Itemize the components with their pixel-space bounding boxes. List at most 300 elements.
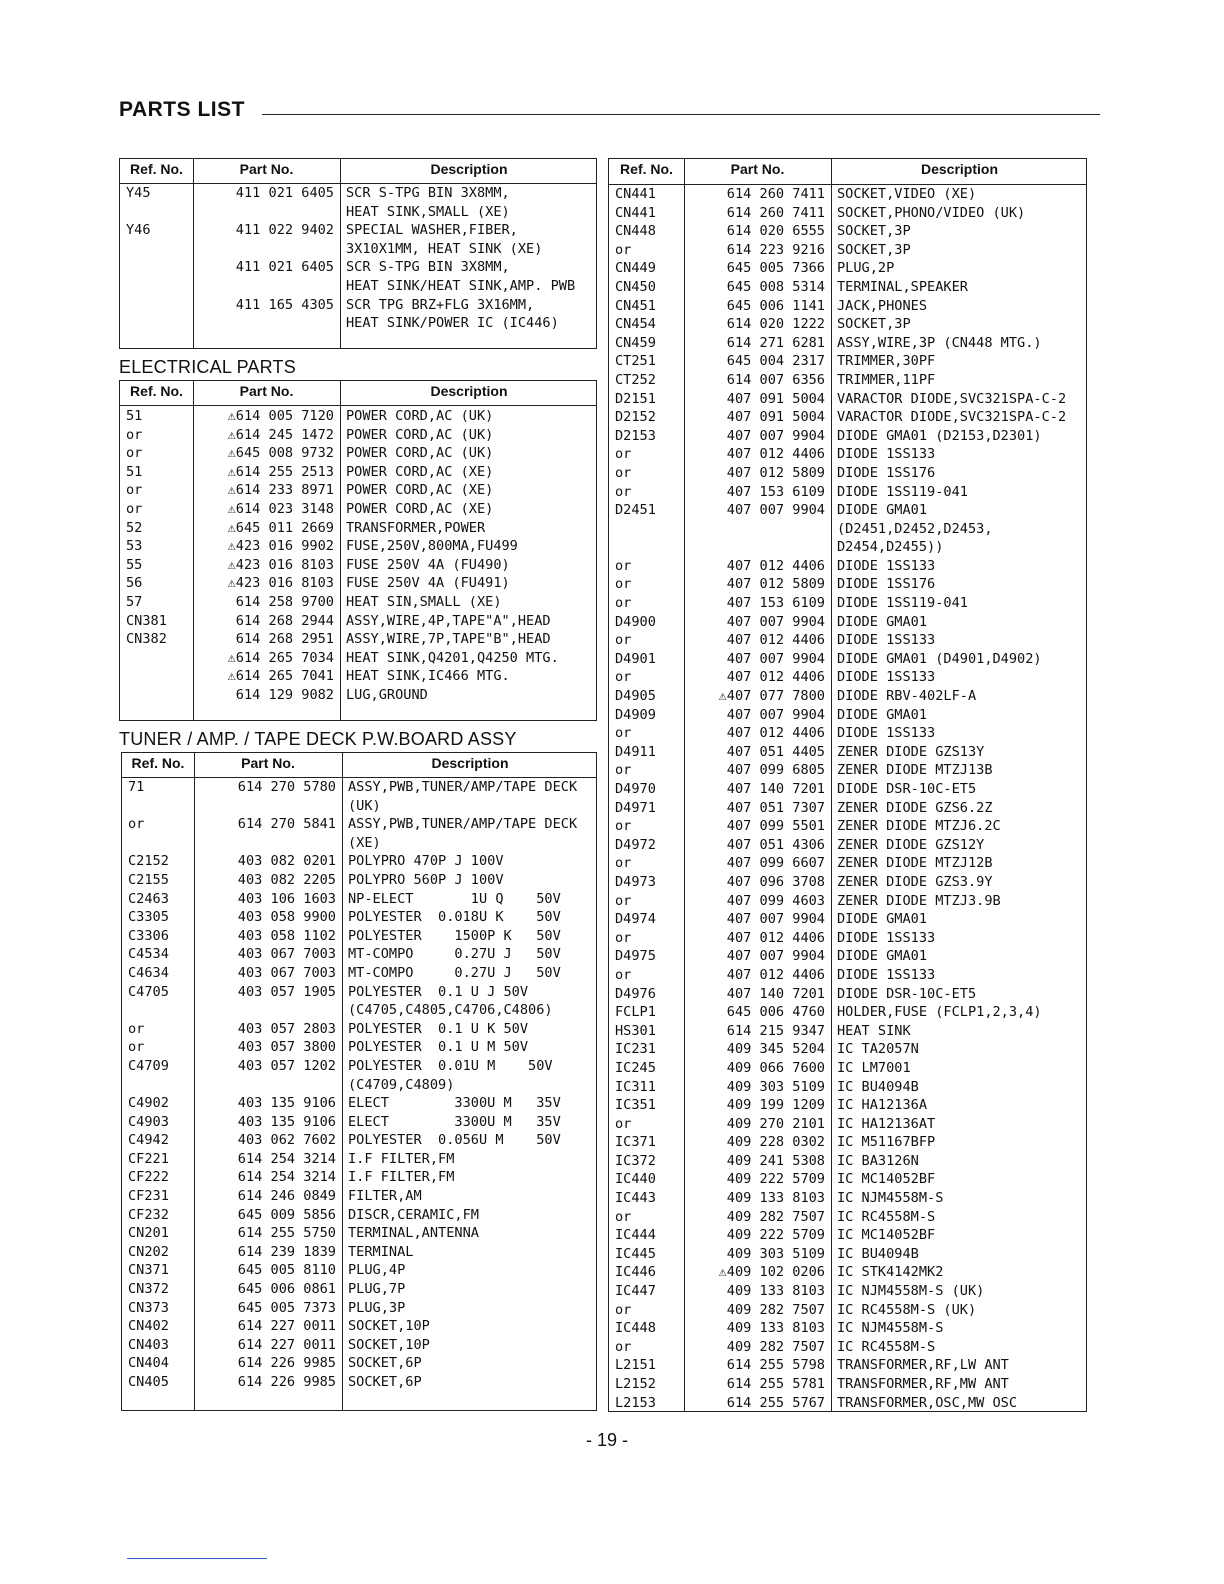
description: IC NJM4558M-S [837, 1190, 944, 1207]
table-row [609, 761, 1086, 780]
table-row [120, 593, 596, 612]
description: SOCKET,PHONO/VIDEO (UK) [837, 204, 1026, 221]
description: IC BA3126N [837, 1152, 919, 1169]
part-no: 403 057 3800 [237, 1039, 336, 1056]
table-row [122, 1336, 596, 1355]
header-part: Part No. [239, 383, 294, 399]
description: DIODE GMA01 [837, 911, 928, 928]
description: DIODE GMA01 [837, 502, 928, 519]
ref-no: 51 [126, 408, 143, 424]
ref-no: or [615, 464, 632, 481]
ref-no: D4971 [615, 799, 656, 816]
part-no: 407 153 6109 [726, 483, 825, 500]
ref-no: 71 [128, 779, 145, 795]
part-no: 614 255 5798 [726, 1357, 825, 1374]
ref-no: or [128, 1039, 145, 1056]
description: (XE) [348, 834, 381, 851]
description: POLYESTER 0.018U K 50V [348, 909, 561, 926]
ref-no: CF232 [128, 1206, 169, 1223]
description: DIODE 1SS133 [837, 669, 936, 686]
ref-no: or [615, 632, 632, 649]
header-part: Part No. [239, 161, 294, 177]
ref-no: CN451 [615, 297, 656, 314]
part-no: 407 153 6109 [726, 595, 825, 612]
description: DIODE GMA01 (D4901,D4902) [837, 650, 1042, 667]
table-row [120, 184, 596, 203]
part-no: ⚠645 008 9732 [227, 445, 334, 462]
table-row [122, 1354, 596, 1373]
description: DIODE GMA01 [837, 948, 928, 965]
part-no: 407 007 9904 [726, 706, 825, 723]
description: SCR S-TPG BIN 3X8MM, [346, 259, 510, 276]
table-row [120, 221, 596, 240]
table-row [609, 371, 1086, 390]
table-row [120, 574, 596, 593]
ref-no: or [126, 445, 143, 462]
description: VARACTOR DIODE,SVC321SPA-C-2 [837, 409, 1067, 426]
description: HEAT SINK/HEAT SINK,AMP. PWB [346, 277, 576, 294]
part-no: 645 009 5856 [237, 1206, 336, 1223]
part-no: 407 012 5809 [726, 464, 825, 481]
part-no: 407 099 6805 [726, 762, 825, 779]
description: TRANSFORMER,RF,LW ANT [837, 1357, 1009, 1374]
table-row [122, 834, 596, 853]
description: POWER CORD,AC (XE) [346, 500, 494, 517]
ref-no: or [615, 557, 632, 574]
part-no: 407 012 4406 [726, 929, 825, 946]
ref-no: CN402 [128, 1318, 169, 1335]
description: DIODE GMA01 (D2153,D2301) [837, 427, 1042, 444]
ref-no: C3306 [128, 927, 169, 944]
ref-no: C2152 [128, 853, 169, 870]
part-no: 409 222 5709 [726, 1171, 825, 1188]
description: DIODE 1SS133 [837, 929, 936, 946]
table-row [120, 240, 596, 259]
part-no: ⚠423 016 9902 [227, 538, 334, 555]
part-no: 403 067 7003 [237, 946, 336, 963]
part-no: 403 058 9900 [237, 909, 336, 926]
description: ELECT 3300U M 35V [348, 1113, 561, 1130]
part-no: 409 241 5308 [726, 1152, 825, 1169]
ref-no: Y45 [126, 185, 151, 201]
part-no: 614 258 9700 [235, 593, 334, 610]
part-no: 614 254 3214 [237, 1150, 336, 1167]
ref-no: C3305 [128, 909, 169, 926]
table-row [120, 500, 596, 519]
description: HEAT SINK,SMALL (XE) [346, 203, 510, 220]
ref-no: or [128, 816, 145, 833]
table-row [122, 983, 596, 1002]
description: TERMINAL,SPEAKER [837, 278, 968, 295]
ref-no: IC447 [615, 1283, 656, 1300]
table-row [609, 929, 1086, 948]
table-row [609, 241, 1086, 260]
ref-no: HS301 [615, 1022, 656, 1039]
description: MT-COMPO 0.27U J 50V [348, 946, 561, 963]
description: NP-ELECT 1U Q 50V [348, 890, 561, 907]
table-row [122, 1317, 596, 1336]
table-row [609, 185, 1086, 204]
description: IC MC14052BF [837, 1171, 936, 1188]
part-no: 614 260 7411 [726, 186, 825, 202]
description: IC STK4142MK2 [837, 1264, 944, 1281]
part-no: ⚠423 016 8103 [227, 556, 334, 573]
table-row [609, 1375, 1086, 1394]
description: LUG,GROUND [346, 686, 428, 703]
table-row [609, 408, 1086, 427]
part-no: 403 057 1905 [237, 983, 336, 1000]
table-row [609, 501, 1086, 520]
description: ASSY,PWB,TUNER/AMP/TAPE DECK [348, 816, 578, 833]
description: DIODE 1SS133 [837, 966, 936, 983]
table-row [120, 258, 596, 277]
description: POWER CORD,AC (UK) [346, 408, 494, 424]
ref-no: IC245 [615, 1059, 656, 1076]
table-row [609, 1133, 1086, 1152]
ref-no: or [615, 855, 632, 872]
header-ref: Ref. No. [130, 383, 183, 399]
description: (C4705,C4805,C4706,C4806) [348, 1002, 553, 1019]
ref-no: or [615, 1338, 632, 1355]
table-row [122, 908, 596, 927]
table-row [122, 1001, 596, 1020]
part-no: ⚠423 016 8103 [227, 575, 334, 592]
table-row [120, 519, 596, 538]
ref-no: or [128, 1020, 145, 1037]
ref-no: or [126, 482, 143, 499]
description: (D2451,D2452,D2453, [837, 520, 993, 537]
table-row [122, 1280, 596, 1299]
part-no: 407 007 9904 [726, 427, 825, 444]
part-no: 403 082 2205 [237, 871, 336, 888]
table-row [122, 1299, 596, 1318]
ref-no: CN381 [126, 612, 167, 629]
ref-no: CN450 [615, 278, 656, 295]
description: SOCKET,10P [348, 1336, 430, 1353]
part-no: 407 099 5501 [726, 818, 825, 835]
table-row [122, 1224, 596, 1243]
table-row [609, 892, 1086, 911]
part-no: 614 227 0011 [237, 1336, 336, 1353]
table-row [609, 799, 1086, 818]
table-row [609, 538, 1086, 557]
part-no: 614 268 2944 [235, 612, 334, 629]
table-row [609, 687, 1086, 706]
table-row [122, 1020, 596, 1039]
table-row [122, 1187, 596, 1206]
header-desc: Description [430, 383, 508, 399]
table-row [122, 1131, 596, 1150]
part-no: 407 051 7307 [726, 799, 825, 816]
ref-no: Y46 [126, 222, 151, 239]
description: PLUG,2P [837, 260, 895, 277]
table-row [609, 464, 1086, 483]
part-no: 407 007 9904 [726, 948, 825, 965]
description: POLYESTER 0.056U M 50V [348, 1132, 561, 1149]
part-no: ⚠614 245 1472 [227, 426, 334, 443]
description: IC MC14052BF [837, 1227, 936, 1244]
description: DIODE GMA01 [837, 613, 928, 630]
part-no: 407 007 9904 [726, 502, 825, 519]
table-row [609, 1338, 1086, 1357]
part-no: 407 099 6607 [726, 855, 825, 872]
description: POWER CORD,AC (XE) [346, 463, 494, 480]
part-no: 407 140 7201 [726, 985, 825, 1002]
part-no: 645 008 5314 [726, 278, 825, 295]
ref-no: C4903 [128, 1113, 169, 1130]
description: HEAT SINK,IC466 MTG. [346, 668, 510, 685]
description: SOCKET,6P [348, 1374, 422, 1390]
ref-no: or [615, 725, 632, 742]
table-row [609, 1208, 1086, 1227]
table-row [609, 575, 1086, 594]
description: TERMINAL,ANTENNA [348, 1225, 479, 1242]
part-no: 407 012 4406 [726, 725, 825, 742]
part-no: 614 254 3214 [237, 1169, 336, 1186]
table-row [120, 537, 596, 556]
table-row [120, 612, 596, 631]
ref-no: FCLP1 [615, 1004, 656, 1021]
description: POLYPRO 560P J 100V [348, 871, 504, 888]
description: DIODE GMA01 [837, 706, 928, 723]
part-no: 407 051 4405 [726, 743, 825, 760]
description: ELECT 3300U M 35V [348, 1095, 561, 1112]
table-row [122, 1076, 596, 1095]
header-ref: Ref. No. [130, 161, 183, 177]
ref-no: D4975 [615, 948, 656, 965]
description: SCR TPG BRZ+FLG 3X16MM, [346, 296, 535, 313]
description: DIODE RBV-402LF-A [837, 688, 977, 705]
table-header [120, 381, 596, 406]
part-no: 403 057 1202 [237, 1057, 336, 1074]
description: HEAT SIN,SMALL (XE) [346, 593, 502, 610]
ref-no: IC351 [615, 1097, 656, 1114]
part-no: 614 020 1222 [726, 316, 825, 333]
table-row [609, 1170, 1086, 1189]
section-title-electrical: ELECTRICAL PARTS [119, 357, 296, 377]
title-rule [262, 114, 1100, 115]
description: DIODE 1SS133 [837, 725, 936, 742]
description: HEAT SINK/POWER IC (IC446) [346, 315, 559, 332]
description: SPECIAL WASHER,FIBER, [346, 222, 518, 239]
table-row [609, 204, 1086, 223]
table-row [609, 631, 1086, 650]
ref-no: CT252 [615, 371, 656, 388]
ref-no: 51 [126, 463, 143, 480]
description: POLYESTER 0.1 U J 50V [348, 983, 529, 1000]
table-row [609, 743, 1086, 762]
table-row [122, 1261, 596, 1280]
description: I.F FILTER,FM [348, 1150, 455, 1167]
table-row [122, 1113, 596, 1132]
description: POLYPRO 470P J 100V [348, 853, 504, 870]
table-header [120, 159, 596, 184]
part-no: 614 226 9985 [237, 1374, 336, 1390]
part-no: ⚠614 233 8971 [227, 482, 334, 499]
description: SOCKET,10P [348, 1318, 430, 1335]
part-no: 407 007 9904 [726, 911, 825, 928]
table-row [122, 815, 596, 834]
part-no: 409 133 8103 [726, 1283, 825, 1300]
ref-no: CF231 [128, 1188, 169, 1205]
ref-no: or [615, 966, 632, 983]
table-row [609, 1022, 1086, 1041]
table-row [609, 222, 1086, 241]
part-no: 614 270 5780 [237, 779, 336, 795]
description: IC HA12136AT [837, 1115, 936, 1132]
part-no: 614 007 6356 [726, 371, 825, 388]
table-row [120, 277, 596, 296]
ref-no: D2152 [615, 409, 656, 426]
table-row [120, 463, 596, 482]
part-no: 409 133 8103 [726, 1190, 825, 1207]
description: DIODE 1SS119-041 [837, 595, 968, 612]
table-row [122, 1168, 596, 1187]
description: FUSE 250V 4A (FU491) [346, 575, 510, 592]
part-no: 409 222 5709 [726, 1227, 825, 1244]
part-no: 614 227 0011 [237, 1318, 336, 1335]
part-no: 407 091 5004 [726, 409, 825, 426]
ref-no: D4970 [615, 781, 656, 797]
part-no: 614 255 5767 [726, 1394, 825, 1411]
ref-no: CN371 [128, 1262, 169, 1279]
ref-no: D2451 [615, 502, 656, 519]
part-no: 407 096 3708 [726, 873, 825, 890]
part-no: 409 282 7507 [726, 1338, 825, 1355]
part-no: 614 239 1839 [237, 1243, 336, 1260]
description: SOCKET,6P [348, 1355, 422, 1372]
description: DIODE 1SS176 [837, 464, 936, 481]
description: TRANSFORMER,RF,MW ANT [837, 1376, 1009, 1392]
ref-no: or [615, 483, 632, 500]
table-row [122, 1150, 596, 1169]
table-row [609, 706, 1086, 725]
table-row [609, 966, 1086, 985]
description: ZENER DIODE GZS12Y [837, 836, 985, 853]
part-no: 407 051 4306 [726, 836, 825, 853]
part-no: 411 021 6405 [235, 185, 334, 201]
ref-no: or [615, 929, 632, 946]
part-no: 614 020 6555 [726, 223, 825, 240]
ref-no: or [615, 576, 632, 593]
table-row [120, 314, 596, 333]
ref-no: C4902 [128, 1095, 169, 1112]
table-row [609, 259, 1086, 278]
ref-no: IC311 [615, 1078, 656, 1095]
ref-no: C4705 [128, 983, 169, 1000]
part-no: 645 006 4760 [726, 1004, 825, 1021]
description: DIODE 1SS133 [837, 446, 936, 463]
ref-no: CN454 [615, 316, 656, 333]
ref-no: C2155 [128, 871, 169, 888]
header-ref: Ref. No. [131, 755, 185, 771]
ref-no: or [615, 669, 632, 686]
table-row [609, 1096, 1086, 1115]
ref-no: CN201 [128, 1225, 169, 1242]
part-no: 409 282 7507 [726, 1301, 825, 1318]
table-row [120, 444, 596, 463]
part-no: ⚠614 265 7034 [227, 649, 334, 666]
table-row [120, 296, 596, 315]
part-no: 614 129 9082 [235, 686, 334, 703]
description: SCR S-TPG BIN 3X8MM, [346, 185, 510, 201]
description: DIODE DSR-10C-ET5 [837, 985, 977, 1002]
ref-no: D4974 [615, 911, 656, 928]
table-row [609, 780, 1086, 799]
table-row [122, 852, 596, 871]
description: POWER CORD,AC (UK) [346, 445, 494, 462]
ref-no: CN382 [126, 631, 167, 648]
table-row [122, 1373, 596, 1392]
table-row [122, 1094, 596, 1113]
part-no: 407 140 7201 [726, 781, 825, 797]
description: ZENER DIODE MTZJ6.2C [837, 818, 1001, 835]
description: FILTER,AM [348, 1188, 422, 1205]
part-no: 614 268 2951 [235, 631, 334, 648]
table-row [122, 1038, 596, 1057]
ref-no: 56 [126, 575, 143, 592]
part-no: 403 062 7602 [237, 1132, 336, 1149]
header-desc: Description [920, 161, 998, 177]
table-row [609, 1263, 1086, 1282]
description: PLUG,3P [348, 1299, 406, 1316]
ref-no: IC372 [615, 1152, 656, 1169]
part-no: 645 004 2317 [726, 353, 825, 370]
description: IC M51167BFP [837, 1134, 936, 1151]
part-no: 407 012 4406 [726, 446, 825, 463]
part-no: 409 303 5109 [726, 1245, 825, 1262]
ref-no: C4942 [128, 1132, 169, 1149]
table-row [609, 1245, 1086, 1264]
footer-rule [127, 1558, 267, 1559]
part-no: 407 012 4406 [726, 966, 825, 983]
header-desc: Description [430, 161, 508, 177]
section-title-tuner: TUNER / AMP. / TAPE DECK P.W.BOARD ASSY [119, 729, 517, 749]
table-row [120, 426, 596, 445]
description: IC RC4558M-S (UK) [837, 1301, 977, 1318]
ref-no: IC231 [615, 1041, 656, 1058]
ref-no: IC445 [615, 1245, 656, 1262]
table-electrical-parts [119, 380, 597, 721]
table-row [609, 1226, 1086, 1245]
ref-no: or [126, 426, 143, 443]
table-row [122, 964, 596, 983]
table-row [120, 630, 596, 649]
table-row [120, 556, 596, 575]
description: POLYESTER 1500P K 50V [348, 927, 561, 944]
ref-no: CN405 [128, 1374, 169, 1390]
table-row [609, 873, 1086, 892]
table-row [609, 390, 1086, 409]
part-no: 407 012 4406 [726, 632, 825, 649]
table-row [122, 927, 596, 946]
ref-no: CN448 [615, 223, 656, 240]
description: ASSY,WIRE,3P (CN448 MTG.) [837, 334, 1042, 351]
table-row [609, 1059, 1086, 1078]
ref-no: CF222 [128, 1169, 169, 1186]
table-row [609, 297, 1086, 316]
part-no: 614 246 0849 [237, 1188, 336, 1205]
description: TERMINAL [348, 1243, 414, 1260]
part-no: 614 226 9985 [237, 1355, 336, 1372]
ref-no: or [615, 1115, 632, 1132]
page-title: PARTS LIST [119, 98, 245, 121]
part-no: 614 270 5841 [237, 816, 336, 833]
table-hardware [119, 158, 597, 349]
description: HEAT SINK,Q4201,Q4250 MTG. [346, 649, 559, 666]
ref-no: L2152 [615, 1376, 656, 1392]
part-no: 407 007 9904 [726, 613, 825, 630]
